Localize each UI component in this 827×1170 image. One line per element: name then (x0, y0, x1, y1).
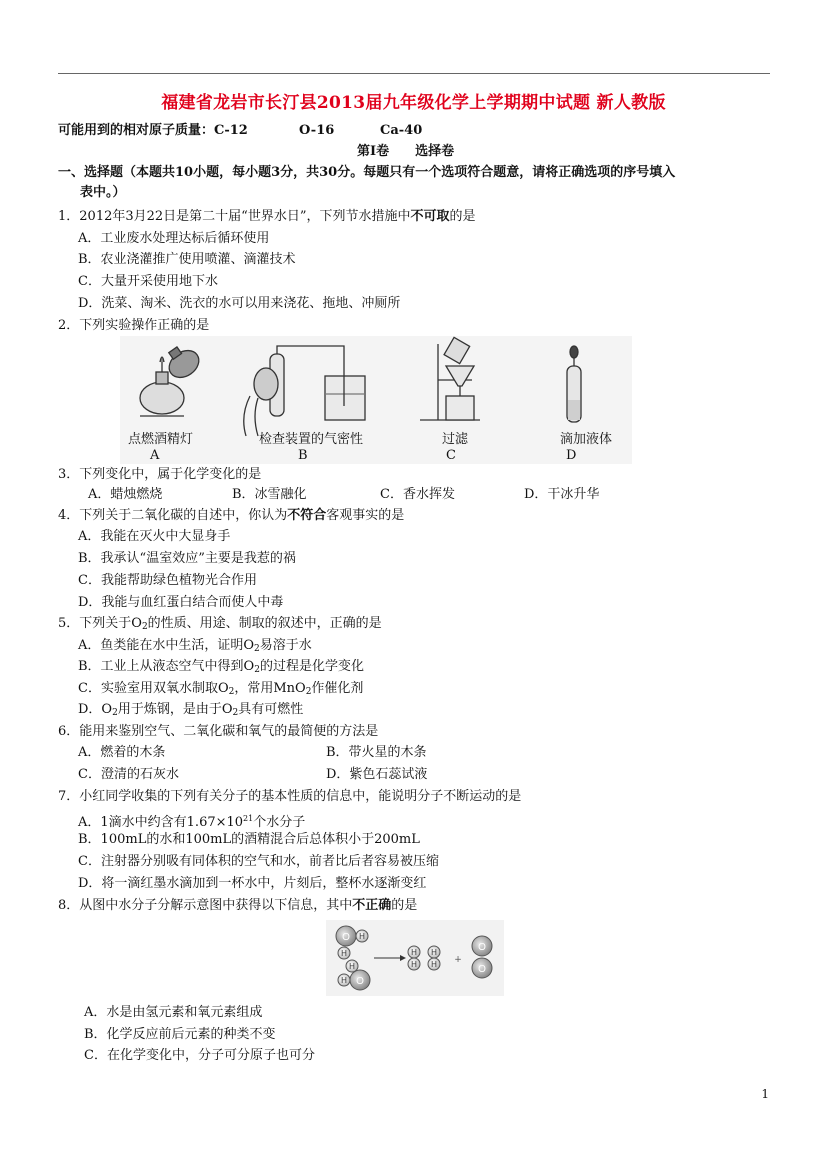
q2-label-c: 过滤 (442, 432, 469, 447)
q7-option-b: B．100mL的水和100mL的酒精混合后总体积小于200mL (78, 832, 420, 847)
q2-label-b: 检查装置的气密性 (259, 432, 364, 447)
q2-label-a: 点燃酒精灯 (128, 432, 194, 447)
q4-option-c: C．我能帮助绿色植物光合作用 (78, 573, 257, 588)
q8-stem: 8．从图中水分子分解示意图中获得以下信息，其中不正确的是 (58, 898, 418, 913)
atom-h-6: H (411, 960, 417, 969)
atom-o-4: O (478, 964, 486, 975)
section-heading: 一、选择题（本题共10小题，每小题3分，共30分。每题只有一个选项符合题意，请将正确选项的序号填入 (58, 165, 676, 180)
header-rule (58, 73, 770, 74)
page-number: 1 (761, 1087, 769, 1101)
q3-option-b: B．冰雪融化 (232, 487, 307, 502)
q6-stem: 6．能用来鉴别空气、二氧化碳和氧气的最简便的方法是 (58, 724, 379, 739)
section-heading-cont: 表中。） (80, 185, 126, 200)
q5-option-d: D．$O_2$用于炼钢，是由于$O_2$具有可燃性 (78, 702, 304, 718)
atom-o-1: O (342, 932, 350, 943)
plus-sign: + (454, 955, 462, 965)
atom-o-2: O (356, 976, 364, 987)
atomic-mass-line: 可能用到的相对原子质量：C-12 O-16 Ca-40 (58, 123, 423, 138)
q3-stem: 3．下列变化中，属于化学变化的是 (58, 467, 262, 482)
q8-option-c: C．在化学变化中，分子可分原子也可分 (84, 1048, 315, 1063)
q1-option-d: D．洗菜、淘米、洗衣的水可以用来浇花、拖地、冲厕所 (78, 296, 401, 311)
atom-h-8: H (431, 960, 437, 969)
q2-stem: 2．下列实验操作正确的是 (58, 318, 210, 333)
lab-operations-figure (120, 336, 632, 464)
q6-option-a: A．燃着的木条 (78, 745, 166, 760)
q1-option-b: B．农业浇灌推广使用喷灌、滴灌技术 (78, 252, 296, 267)
q4-stem: 4．下列关于二氧化碳的自述中，你认为不符合客观事实的是 (58, 508, 405, 523)
atom-o-3: O (478, 942, 486, 953)
q7-option-c: C．注射器分别吸有同体积的空气和水，前者比后者容易被压缩 (78, 854, 439, 869)
q4-option-a: A．我能在灭火中大显身手 (78, 529, 231, 544)
q4-option-b: B．我承认“温室效应”主要是我惹的祸 (78, 551, 296, 566)
q7-option-a: A．1滴水中约含有$1.67\times 10^{21}$个水分子 (78, 814, 306, 830)
part-title: 第Ⅰ卷 选择卷 (357, 144, 455, 159)
atom-h-1: H (359, 932, 365, 941)
q3-option-c: C．香水挥发 (380, 487, 455, 502)
q5-option-a: A．鱼类能在水中生活，证明$O_2$易溶于水 (78, 638, 312, 654)
q3-option-a: A．蜡烛燃烧 (88, 487, 163, 502)
q5-option-b: B．工业上从液态空气中得到$O_2$的过程是化学变化 (78, 659, 364, 675)
page-title: 福建省龙岩市长汀县2013届九年级化学上学期期中试题 新人教版 (161, 93, 666, 113)
atom-h-7: H (431, 948, 437, 957)
q8-option-b: B．化学反应前后元素的种类不变 (84, 1027, 276, 1042)
q8-option-a: A．水是由氢元素和氧元素组成 (84, 1005, 263, 1020)
q7-option-d: D．将一滴红墨水滴加到一杯水中，片刻后，整杯水逐渐变红 (78, 876, 427, 891)
q1-option-a: A．工业废水处理达标后循环使用 (78, 231, 270, 246)
q6-option-b: B．带火星的木条 (326, 745, 427, 760)
q1-stem: 1．2012年3月22日是第二十届“世界水日”，下列节水措施中不可取的是 (58, 209, 476, 224)
atom-h-3: H (349, 962, 355, 971)
q5-option-c: C．实验室用双氧水制取$O_2$，常用MnO$_2$作催化剂 (78, 681, 364, 697)
q3-option-d: D．干冰升华 (524, 487, 600, 502)
atom-h-2: H (341, 949, 347, 958)
atom-h-5: H (411, 948, 417, 957)
q4-option-d: D．我能与血红蛋白结合而使人中毒 (78, 595, 284, 610)
q1-option-c: C．大量开采使用地下水 (78, 274, 218, 289)
q2-letter-c: C (446, 448, 456, 463)
q2-letter-d: D (566, 448, 577, 463)
water-decomposition-diagram (326, 920, 504, 996)
q2-letter-a: A (150, 448, 160, 463)
q6-option-d: D．紫色石蕊试液 (326, 767, 428, 782)
q2-letter-b: B (298, 448, 308, 463)
q6-option-c: C．澄清的石灰水 (78, 767, 179, 782)
q7-stem: 7．小红同学收集的下列有关分子的基本性质的信息中，能说明分子不断运动的是 (58, 789, 522, 804)
q5-stem: 5．下列关于$O_2$的性质、用途、制取的叙述中，正确的是 (58, 616, 382, 632)
atom-h-4: H (341, 976, 347, 985)
q2-label-d: 滴加液体 (560, 432, 613, 447)
